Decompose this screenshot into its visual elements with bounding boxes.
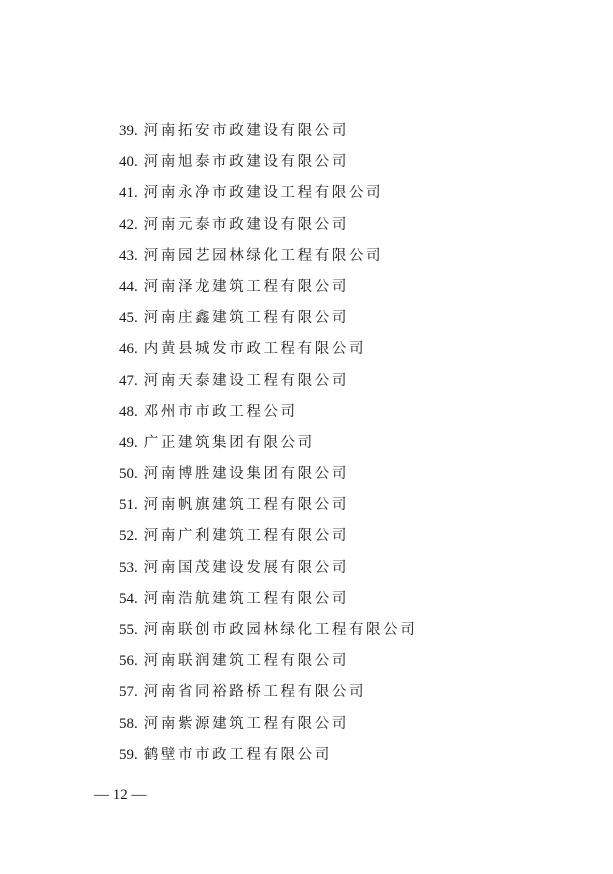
company-name: 河南泽龙建筑工程有限公司 [143, 278, 349, 295]
company-name: 河南旭泰市政建设有限公司 [143, 154, 349, 171]
list-item [119, 241, 417, 272]
item-number: 57. [119, 684, 138, 701]
item-number: 46. [119, 341, 138, 358]
company-name: 河南博胜建设集团有限公司 [143, 466, 349, 483]
list-item [119, 334, 417, 365]
item-number: 55. [119, 622, 138, 638]
company-name: 河南广利建筑工程有限公司 [143, 528, 349, 545]
list-item [119, 740, 417, 771]
item-number: 42. [119, 216, 138, 233]
item-number: 47. [119, 372, 138, 389]
company-name: 河南永净市政建设工程有限公司 [143, 185, 384, 202]
item-number: 49. [119, 434, 138, 451]
list-item [119, 272, 417, 303]
company-name: 鹤壁市市政工程有限公司 [143, 746, 332, 763]
company-name: 河南联创市政园林绿化工程有限公司 [143, 622, 418, 638]
item-number: 59. [119, 746, 138, 763]
list-item [119, 459, 417, 490]
item-number: 39. [119, 123, 138, 139]
list-item [119, 553, 417, 584]
company-name: 河南园艺园林绿化工程有限公司 [143, 247, 384, 264]
company-name: 河南浩航建筑工程有限公司 [143, 590, 349, 607]
company-name: 广正建筑集团有限公司 [143, 434, 315, 451]
list-item [119, 303, 417, 334]
company-name: 河南拓安市政建设有限公司 [143, 123, 349, 139]
list-item [119, 521, 417, 552]
company-name: 河南省同裕路桥工程有限公司 [143, 684, 367, 701]
item-number: 41. [119, 185, 138, 202]
item-number: 52. [119, 528, 138, 545]
item-number: 51. [119, 497, 138, 514]
list-item [119, 709, 417, 740]
list-item [119, 178, 417, 209]
list-item [119, 584, 417, 615]
item-number: 44. [119, 278, 138, 295]
company-name: 河南庄鑫建筑工程有限公司 [143, 310, 349, 327]
company-name: 河南帆旗建筑工程有限公司 [143, 497, 349, 514]
company-name: 河南国茂建设发展有限公司 [143, 559, 349, 576]
item-number: 50. [119, 466, 138, 483]
list-item [119, 397, 417, 428]
list-item [119, 677, 417, 708]
list-item [119, 490, 417, 521]
company-name: 内黄县城发市政工程有限公司 [143, 341, 367, 358]
company-name: 河南天泰建设工程有限公司 [143, 372, 349, 389]
item-number: 48. [119, 403, 138, 420]
list-item [119, 147, 417, 178]
list-item [119, 428, 417, 459]
company-name: 邓州市市政工程公司 [143, 403, 298, 420]
item-number: 53. [119, 559, 138, 576]
item-number: 58. [119, 715, 138, 732]
item-number: 45. [119, 310, 138, 327]
item-number: 43. [119, 247, 138, 264]
company-name: 河南元泰市政建设有限公司 [143, 216, 349, 233]
item-number: 40. [119, 154, 138, 171]
list-item [119, 366, 417, 397]
list-item [119, 116, 417, 147]
list-item [119, 615, 417, 646]
company-name: 河南联润建筑工程有限公司 [143, 653, 349, 670]
list-item [119, 210, 417, 241]
page-number: — 12 — [94, 787, 147, 803]
company-name: 河南紫源建筑工程有限公司 [143, 715, 349, 732]
company-list [119, 116, 417, 771]
list-item [119, 646, 417, 677]
item-number: 56. [119, 653, 138, 670]
item-number: 54. [119, 590, 138, 607]
